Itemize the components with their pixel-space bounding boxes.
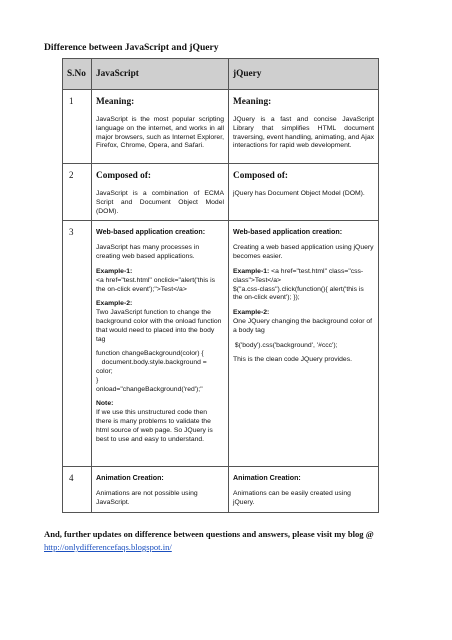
jquery-cell: [229, 467, 379, 513]
note-label: Note:: [96, 400, 114, 408]
table-header-row: [63, 59, 379, 90]
comparison-table: [62, 58, 379, 513]
javascript-cell: [92, 467, 229, 513]
page-title: Difference between JavaScript and jQuery: [44, 42, 219, 53]
cell-heading: Animation Creation:: [96, 474, 164, 483]
code-snippet: function changeBackground(color) {: [96, 350, 204, 358]
code-snippet: }: [96, 376, 99, 384]
jquery-cell: [229, 90, 379, 164]
cell-text: JavaScript is the most popular scripting language on the internet, and works in all major browsers, such as Internet Explorer, Firefox, Chrome, Opera, and Safari.: [96, 116, 224, 150]
code-snippet: $("a.css-class").click(function(){ alert('this is the on-click event'); });: [233, 285, 364, 302]
row-number: 1: [63, 90, 92, 164]
cell-heading: Web-based application creation:: [96, 228, 206, 237]
jquery-cell: [229, 164, 379, 221]
cell-heading: Meaning:: [96, 97, 135, 107]
cell-text: JavaScript is a combination of ECMA Script and Document Object Model (DOM).: [96, 190, 224, 215]
cell-text: JavaScript has many processes in creating web based applications.: [96, 244, 200, 261]
code-snippet: document.body.style.background = color;: [96, 359, 209, 375]
footer-text: And, further updates on difference between questions and answers, please visit my blog @: [44, 529, 374, 539]
example-label: Example-1:: [96, 267, 133, 275]
note-text: If we use this unstructured code then there is many problems to validate the html source of web page. So JQuery is best to use and easy to understand.: [96, 409, 213, 443]
header-sno: S.No: [63, 59, 92, 90]
table-row: [63, 467, 379, 513]
javascript-cell: [92, 221, 229, 467]
code-snippet: <a href="test.html" class="css-class">Test</a>: [233, 267, 364, 284]
blog-link[interactable]: http://onlydifferencefaqs.blogspot.in/: [44, 542, 172, 552]
cell-heading: Composed of:: [96, 171, 152, 181]
header-jquery: jQuery: [229, 59, 379, 90]
example-label: Example-1:: [233, 267, 270, 275]
cell-text: jQuery has Document Object Model (DOM).: [233, 190, 365, 197]
example-1: [233, 268, 374, 286]
cell-heading: Composed of:: [233, 171, 289, 181]
cell-heading: Meaning:: [233, 97, 272, 107]
cell-text: Animations can be easily created using jQuery.: [233, 490, 351, 507]
table-row: [63, 164, 379, 221]
cell-text: JQuery is a fast and concise JavaScript Library that simplifies HTML document traversing, event handling, animating, and Ajax interactions for rapid web development.: [233, 116, 374, 150]
table-row: [63, 221, 379, 467]
cell-text: One JQuery changing the background color of a body tag: [233, 317, 373, 334]
cell-heading: Web-based application creation:: [233, 228, 343, 237]
example-label: Example-2:: [96, 300, 133, 308]
table-row: [63, 90, 379, 164]
header-javascript: JavaScript: [92, 59, 229, 90]
cell-text: Animations are not possible using JavaScript.: [96, 490, 198, 507]
jquery-cell: [229, 221, 379, 467]
cell-text: This is the clean code JQuery provides.: [233, 356, 353, 364]
code-snippet: $('body').css('background', '#ccc');: [233, 341, 338, 349]
code-snippet: <a href="test.html" onclick="alert('this is the on-click event');">Test</a>: [96, 276, 216, 293]
example-label: Example-2:: [233, 309, 270, 317]
row-number: 3: [63, 221, 92, 467]
row-number: 2: [63, 164, 92, 221]
cell-heading: Animation Creation:: [233, 474, 301, 483]
javascript-cell: [92, 90, 229, 164]
code-snippet: onload="changeBackground('red');": [96, 385, 203, 393]
row-number: 4: [63, 467, 92, 513]
cell-text: Two JavaScript function to change the background color with the onload function that would need to placed into the body tag: [96, 309, 222, 343]
cell-text: Creating a web based application using jQuery becomes easier.: [233, 244, 374, 261]
javascript-cell: [92, 164, 229, 221]
